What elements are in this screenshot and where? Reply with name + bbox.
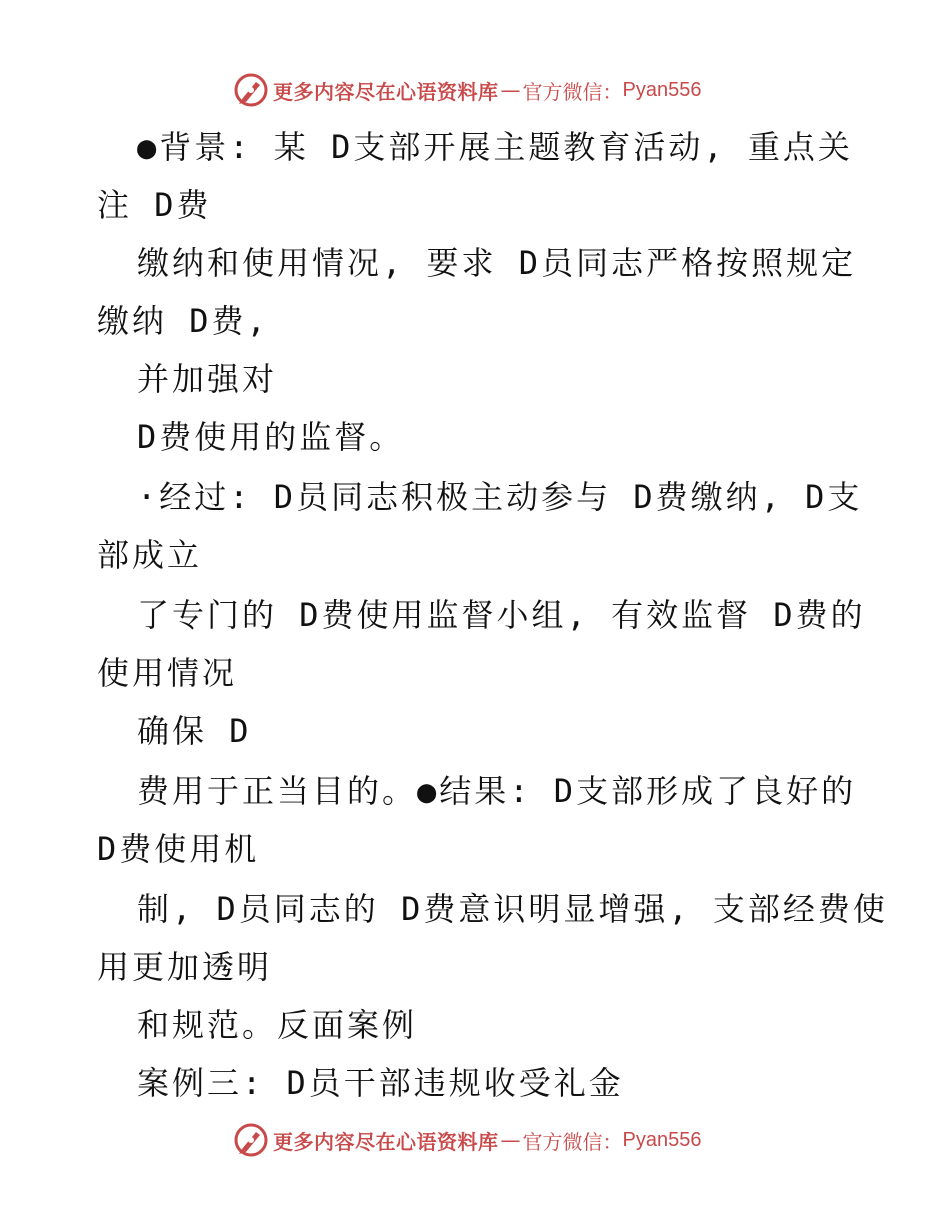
footer-banner [233, 1122, 701, 1158]
text-line: ●背景: 某 D支部开展主题教育活动, 重点关 [137, 128, 853, 166]
text-line: ·经过: D员同志积极主动参与 D费缴纳, D支 [137, 478, 863, 516]
text-line: 制, D员同志的 D费意识明显增强, 支部经费使 [137, 890, 888, 928]
text-line: 缴纳和使用情况, 要求 D员同志严格按照规定 [137, 244, 857, 282]
text-line: 部成立 [97, 536, 203, 574]
text-line: 缴纳 D费, [97, 302, 269, 340]
text-line: 注 D费 [97, 186, 212, 224]
banner-wechat-id: Pyan556 [622, 1128, 702, 1151]
header-banner [233, 72, 701, 108]
banner-site-text: 更多内容尽在心语资料库 [273, 1129, 499, 1154]
text-line: 使用情况 [97, 654, 238, 692]
text-line: 案例三: D员干部违规收受礼金 [137, 1064, 624, 1102]
text-line: 确保 D [137, 712, 252, 750]
pen-circle-logo-icon [233, 72, 269, 108]
text-line: 和规范。反面案例 [137, 1006, 418, 1044]
banner-wechat-id: Pyan556 [622, 78, 702, 101]
text-line: 费用于正当目的。●结果: D支部形成了良好的 [137, 772, 857, 810]
banner-dash: — [500, 1128, 521, 1152]
pen-circle-logo-icon [233, 1122, 269, 1158]
banner-wechat-label: 官方微信： [522, 1129, 623, 1154]
banner-dash: — [500, 78, 521, 102]
text-line: 了专门的 D费使用监督小组, 有效监督 D费的 [137, 596, 866, 634]
text-line: 并加强对 [137, 360, 278, 398]
text-line: D费使用的监督。 [137, 418, 405, 456]
banner-site-text: 更多内容尽在心语资料库 [273, 79, 499, 104]
text-line: 用更加透明 [97, 948, 273, 986]
text-line: D费使用机 [97, 830, 260, 868]
banner-wechat-label: 官方微信： [522, 79, 623, 104]
